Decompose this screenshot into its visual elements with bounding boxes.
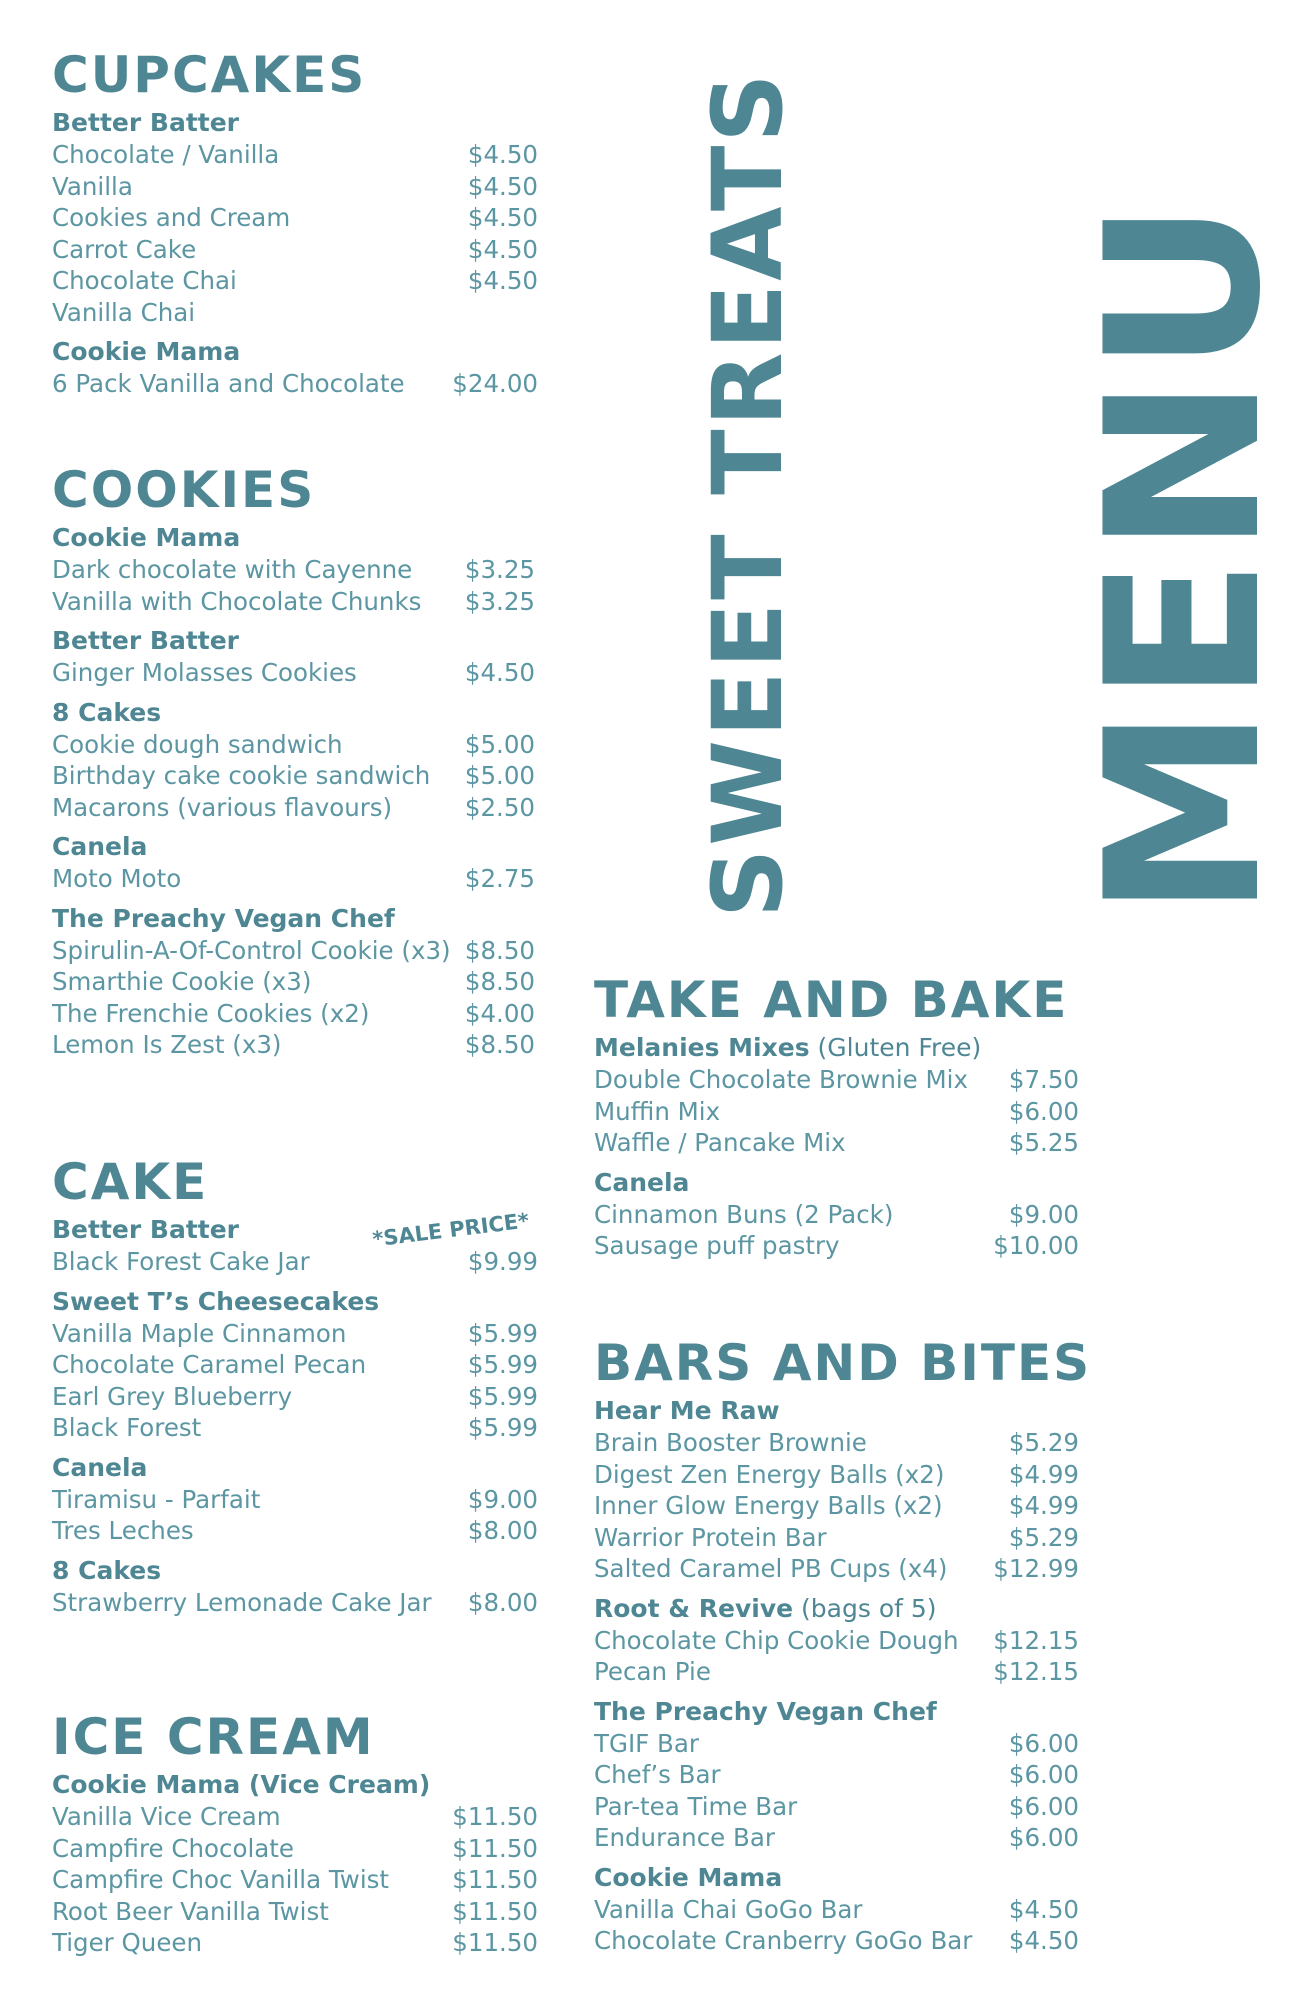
menu-group [52, 1555, 538, 1619]
item-name: Black Forest Cake Jar [52, 1247, 310, 1276]
menu-item [594, 1728, 1079, 1760]
section-groups [52, 1214, 538, 1618]
item-name: Vanilla Chai [52, 297, 196, 327]
item-price: $5.29 [1008, 1522, 1079, 1552]
menu-group [594, 1167, 1079, 1262]
item-price: $11.50 [452, 1928, 538, 1957]
item-name: Moto Moto [52, 864, 182, 893]
item-price: $5.00 [464, 761, 535, 790]
item-price: $12.15 [993, 1625, 1079, 1655]
section-title: TAKE AND BAKE [594, 971, 1069, 1029]
menu-group [52, 1769, 538, 1959]
menu-item [594, 1894, 1079, 1926]
menu-group [594, 1696, 1079, 1854]
item-name: Inner Glow Energy Balls (x2) [594, 1491, 943, 1520]
item-name: Muffin Mix [594, 1096, 721, 1126]
menu-item [594, 1791, 1079, 1823]
item-name: Tres Leches [52, 1516, 194, 1545]
vendor-label: Better Batter [52, 1215, 240, 1244]
menu-item [52, 1349, 538, 1381]
item-name: Chocolate / Vanilla [52, 140, 280, 169]
menu-group [52, 1452, 538, 1547]
menu-item [52, 966, 535, 998]
item-price: $4.50 [467, 171, 538, 201]
item-name: 6 Pack Vanilla and Chocolate [52, 369, 405, 398]
item-price: $11.50 [452, 1802, 538, 1831]
sweet-treats-heading: SWEET TREATS [692, 70, 804, 918]
menu-item [594, 1427, 1079, 1459]
item-price: $12.15 [993, 1657, 1079, 1686]
menu-item [594, 1199, 1079, 1231]
menu-item [52, 760, 535, 792]
vendor-label: Cookie Mama [594, 1862, 783, 1892]
item-price: $4.99 [1008, 1459, 1079, 1489]
menu-group [594, 1862, 1079, 1957]
item-name: Digest Zen Energy Balls (x2) [594, 1459, 945, 1489]
menu-item [594, 1230, 1079, 1262]
section-cookies [52, 460, 535, 1069]
menu-item [52, 729, 535, 761]
menu-item [52, 1801, 538, 1833]
item-name: Smarthie Cookie (x3) [52, 967, 312, 996]
item-name: Double Chocolate Brownie Mix [594, 1065, 968, 1094]
section-ice-cream [52, 1707, 538, 1967]
item-price: $6.00 [1008, 1760, 1079, 1789]
menu-item [52, 935, 535, 967]
item-price: $5.29 [1008, 1428, 1079, 1457]
menu-item [52, 234, 538, 266]
item-price: $5.99 [467, 1413, 538, 1442]
vendor-name [594, 1862, 1079, 1894]
sale-price-tag: *SALE PRICE* [371, 1208, 531, 1252]
vendor-name [52, 1555, 538, 1587]
item-price: $4.50 [1008, 1894, 1079, 1924]
item-price: $5.99 [467, 1381, 538, 1411]
vendor-name [52, 903, 535, 935]
section-take-and-bake [594, 970, 1079, 1270]
vendor-label: Canela [52, 1452, 148, 1482]
menu-item [594, 1127, 1079, 1159]
menu-item [52, 265, 538, 297]
menu-group [52, 831, 535, 895]
item-price: $7.50 [1008, 1065, 1079, 1094]
item-name: Lemon Is Zest (x3) [52, 1030, 282, 1059]
menu-item [594, 1759, 1079, 1791]
vendor-label: Canela [594, 1167, 690, 1197]
item-name: Vanilla Maple Cinnamon [52, 1318, 347, 1348]
item-price: $8.50 [464, 1030, 535, 1059]
menu-item [52, 586, 535, 618]
vendor-name [594, 1395, 1079, 1427]
vendor-label: Cookie Mama [52, 337, 241, 366]
menu-item [52, 1587, 538, 1619]
item-name: Chocolate Chai [52, 266, 237, 295]
item-name: Sausage puff pastry [594, 1231, 840, 1260]
menu-item [594, 1459, 1079, 1491]
vendor-name [52, 336, 538, 368]
item-price: $4.00 [464, 998, 535, 1028]
vendor-label: 8 Cakes [52, 697, 162, 727]
item-name: Root Beer Vanilla Twist [52, 1896, 329, 1926]
menu-item [52, 998, 535, 1030]
vendor-name [594, 1032, 1079, 1064]
menu-group [52, 697, 535, 824]
menu-item [594, 1096, 1079, 1128]
item-price: $6.00 [1008, 1096, 1079, 1126]
vendor-name [594, 1167, 1079, 1199]
menu-group [52, 1286, 538, 1444]
item-name: Endurance Bar [594, 1823, 775, 1852]
item-name: Vanilla with Chocolate Chunks [52, 586, 422, 616]
item-price: $24.00 [452, 369, 538, 398]
menu-item [52, 1896, 538, 1928]
menu-group [52, 625, 535, 689]
item-name: Cinnamon Buns (2 Pack) [594, 1199, 894, 1229]
item-price: $5.99 [467, 1318, 538, 1348]
vendor-label: Better Batter [52, 626, 240, 655]
item-name: TGIF Bar [594, 1728, 699, 1758]
menu-item [594, 1490, 1079, 1522]
item-name: Vanilla [52, 171, 133, 201]
item-name: Birthday cake cookie sandwich [52, 761, 431, 790]
vendor-label: Cookie Mama (Vice Cream) [52, 1770, 431, 1799]
item-name: Brain Booster Brownie [594, 1428, 867, 1457]
item-price: $5.00 [464, 729, 535, 759]
item-name: Strawberry Lemonade Cake Jar [52, 1587, 432, 1617]
menu-item [52, 1864, 538, 1896]
section-title: CUPCAKES [52, 46, 367, 104]
item-name: Chocolate Cranberry GoGo Bar [594, 1926, 973, 1955]
menu-item [52, 1484, 538, 1516]
item-name: Pecan Pie [594, 1657, 711, 1686]
vendor-label: Sweet T’s Cheesecakes [52, 1286, 380, 1316]
vendor-name [52, 831, 535, 863]
item-price: $4.50 [467, 266, 538, 295]
item-price: $4.50 [1008, 1926, 1079, 1955]
menu-item [52, 1318, 538, 1350]
item-name: The Frenchie Cookies (x2) [52, 998, 370, 1028]
menu-item [52, 297, 538, 329]
vendor-note: (Gluten Free) [809, 1033, 982, 1062]
vendor-label: Root & Revive [594, 1593, 794, 1623]
menu-item [594, 1064, 1079, 1096]
item-price: $10.00 [993, 1231, 1079, 1260]
item-name: Cookies and Cream [52, 203, 291, 232]
item-name: Par-tea Time Bar [594, 1791, 798, 1821]
item-name: Chocolate Caramel Pecan [52, 1350, 367, 1379]
menu-item [52, 1927, 538, 1959]
item-price: $6.00 [1008, 1791, 1079, 1821]
item-price: $3.25 [464, 555, 535, 584]
vendor-label: The Preachy Vegan Chef [594, 1696, 937, 1726]
vendor-note: (bags of 5) [793, 1593, 937, 1623]
section-bars-and-bites [594, 1333, 1092, 1965]
item-price: $4.99 [1008, 1491, 1079, 1520]
vendor-name [52, 1286, 538, 1318]
vendor-name [594, 1593, 1079, 1625]
item-price: $11.50 [452, 1833, 538, 1863]
item-price: $11.50 [452, 1865, 538, 1894]
item-name: Salted Caramel PB Cups (x4) [594, 1554, 948, 1583]
item-price: $4.50 [464, 658, 535, 687]
vendor-label: Canela [52, 832, 148, 861]
menu-item [594, 1553, 1079, 1585]
vendor-label: Hear Me Raw [594, 1396, 780, 1425]
section-groups [52, 1769, 538, 1959]
vendor-name [594, 1696, 1079, 1728]
vendor-name [52, 1769, 538, 1801]
item-price: $8.50 [464, 967, 535, 996]
item-price: $6.00 [1008, 1823, 1079, 1852]
vendor-name [52, 107, 538, 139]
menu-group [52, 336, 538, 400]
menu-group [594, 1593, 1079, 1688]
item-price: $2.50 [464, 792, 535, 822]
item-name: Tiger Queen [52, 1928, 202, 1957]
item-price: $12.99 [993, 1554, 1079, 1583]
section-title: CAKE [52, 1153, 209, 1211]
section-title: BARS AND BITES [594, 1334, 1092, 1392]
item-name: Chocolate Chip Cookie Dough [594, 1625, 959, 1655]
item-price: $4.50 [467, 140, 538, 169]
menu-group [594, 1395, 1079, 1585]
item-price: $4.50 [467, 234, 538, 264]
menu-item [52, 657, 535, 689]
menu-item [52, 1412, 538, 1444]
item-name: Vanilla Vice Cream [52, 1802, 281, 1831]
item-price: $9.00 [1008, 1199, 1079, 1229]
menu-item [52, 554, 535, 586]
menu-item [52, 1246, 538, 1278]
menu-item [594, 1625, 1079, 1657]
item-name: Carrot Cake [52, 234, 197, 264]
menu-item [52, 171, 538, 203]
vendor-label: Cookie Mama [52, 523, 241, 552]
vendor-name [52, 625, 535, 657]
item-name: Chef’s Bar [594, 1760, 721, 1789]
section-groups [52, 522, 535, 1061]
item-price: $5.25 [1008, 1128, 1079, 1157]
menu-item [52, 202, 538, 234]
menu-item [52, 863, 535, 895]
vendor-name [52, 522, 535, 554]
menu-item [52, 139, 538, 171]
item-price: $4.50 [467, 203, 538, 232]
menu-item [52, 792, 535, 824]
vendor-label: The Preachy Vegan Chef [52, 903, 395, 933]
item-name: Ginger Molasses Cookies [52, 658, 357, 687]
menu-item [52, 1381, 538, 1413]
menu-item [594, 1822, 1079, 1854]
item-price: $11.50 [452, 1896, 538, 1926]
menu-group [594, 1032, 1079, 1159]
menu-item [52, 1833, 538, 1865]
menu-item [594, 1925, 1079, 1957]
item-name: Tiramisu - Parfait [52, 1484, 261, 1514]
section-title: ICE CREAM [52, 1708, 375, 1766]
item-name: Black Forest [52, 1413, 202, 1442]
item-price: $3.25 [464, 586, 535, 616]
item-price: $9.99 [467, 1247, 538, 1276]
section-title: COOKIES [52, 461, 316, 519]
section-cupcakes [52, 45, 538, 408]
section-groups [52, 107, 538, 400]
section-groups [594, 1395, 1079, 1957]
menu-item [594, 1522, 1079, 1554]
item-name: Campfire Chocolate [52, 1833, 294, 1863]
item-price: $8.00 [467, 1516, 538, 1545]
item-name: Spirulin-A-Of-Control Cookie (x3) [52, 935, 451, 965]
menu-group [52, 903, 535, 1061]
vendor-label: 8 Cakes [52, 1555, 162, 1585]
menu-group [52, 107, 538, 328]
item-name: Campfire Choc Vanilla Twist [52, 1865, 389, 1894]
vendor-label: Melanies Mixes [594, 1033, 810, 1062]
vendor-label: Better Batter [52, 108, 240, 137]
item-name: Waffle / Pancake Mix [594, 1128, 846, 1157]
menu-item [594, 1656, 1079, 1688]
item-name: Earl Grey Blueberry [52, 1381, 293, 1411]
vendor-name [52, 697, 535, 729]
item-name: Cookie dough sandwich [52, 729, 343, 759]
menu-group [52, 522, 535, 617]
item-price: $6.00 [1008, 1728, 1079, 1758]
menu-item [52, 1029, 535, 1061]
item-price: $5.99 [467, 1350, 538, 1379]
item-name: Warrior Protein Bar [594, 1522, 827, 1552]
item-price: $8.50 [464, 935, 535, 965]
item-price: $2.75 [464, 864, 535, 893]
item-price: $9.00 [467, 1484, 538, 1514]
vendor-name [52, 1452, 538, 1484]
menu-heading: MENU [1060, 196, 1307, 918]
item-name: Vanilla Chai GoGo Bar [594, 1894, 863, 1924]
menu-item [52, 1515, 538, 1547]
menu-item [52, 368, 538, 400]
section-groups [594, 1032, 1079, 1262]
item-name: Macarons (various flavours) [52, 792, 393, 822]
item-price: $8.00 [467, 1587, 538, 1617]
item-name: Dark chocolate with Cayenne [52, 555, 413, 584]
